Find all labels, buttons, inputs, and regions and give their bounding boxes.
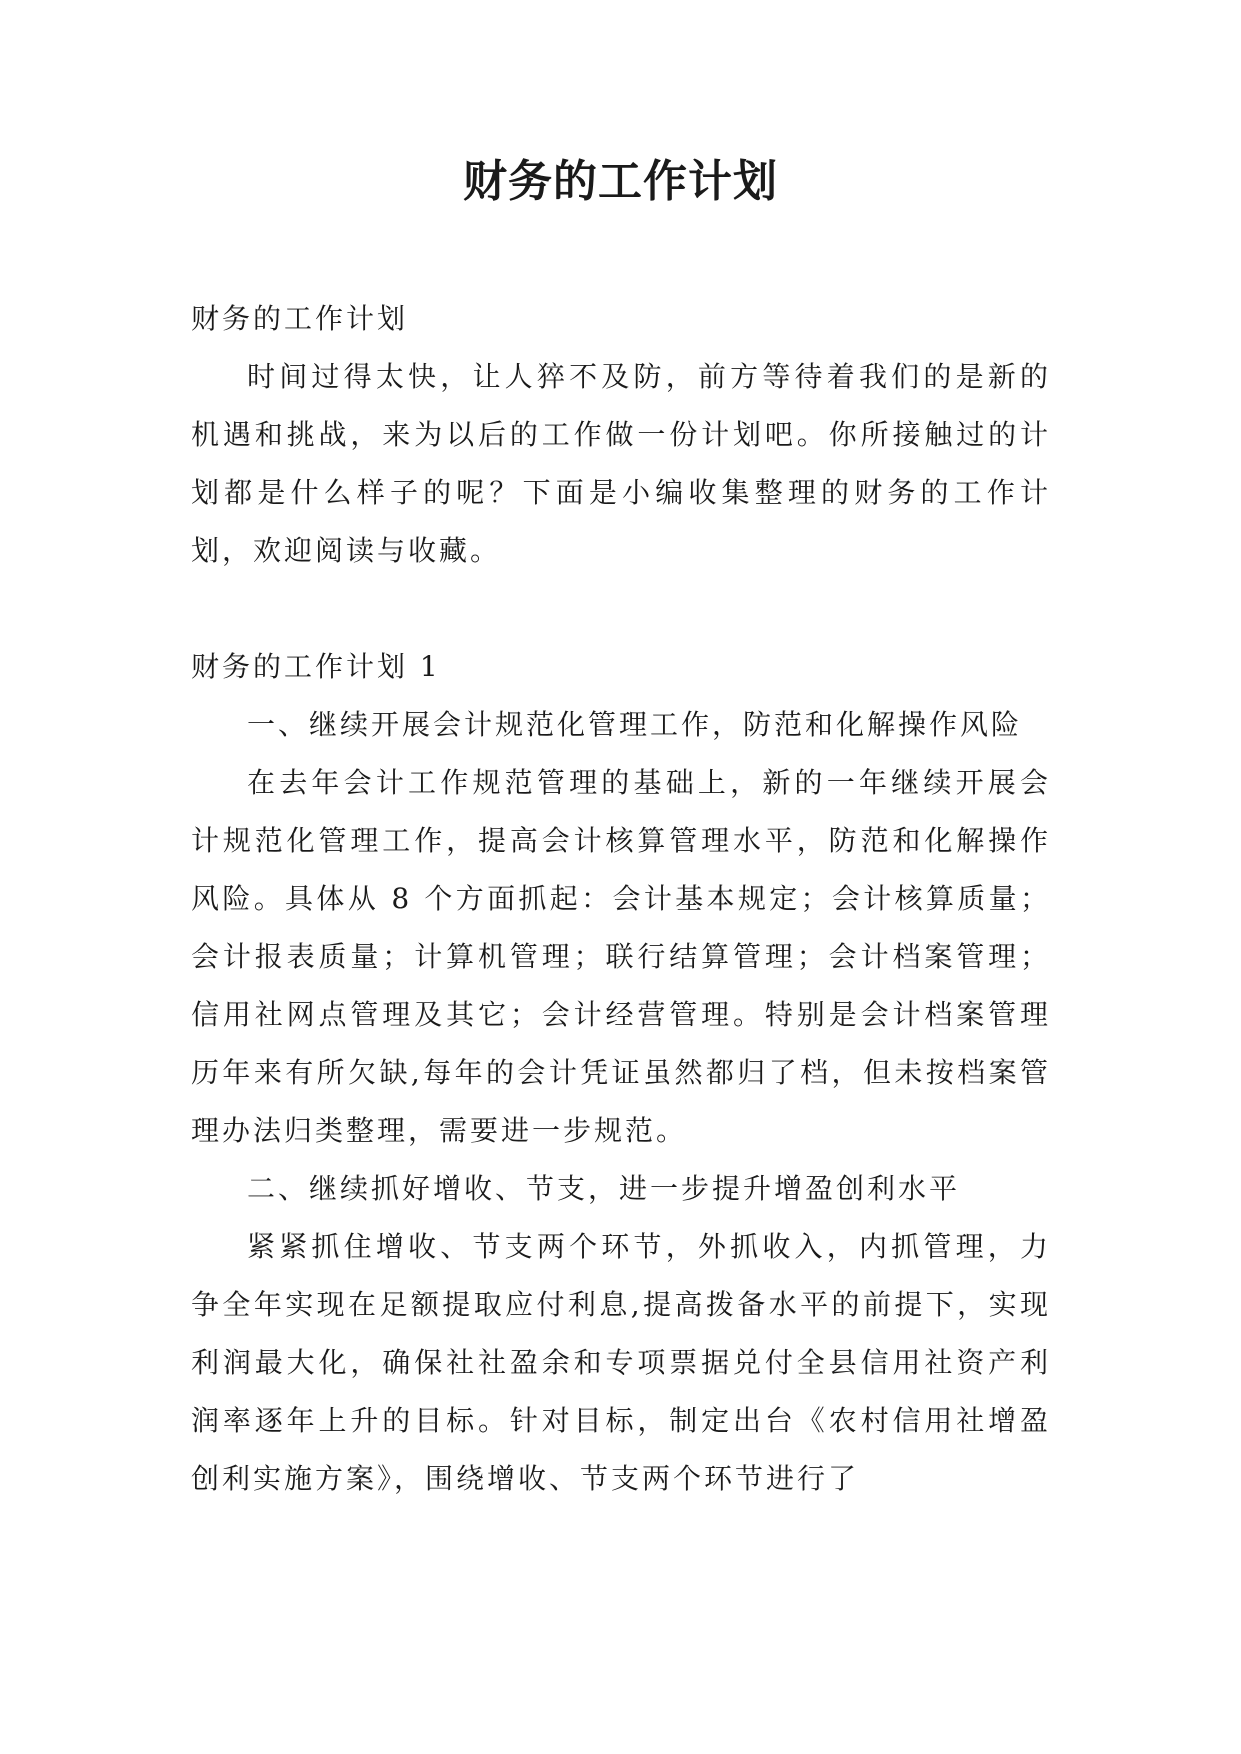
paragraph-spacer	[191, 580, 1051, 638]
document-subtitle: 财务的工作计划	[191, 302, 409, 335]
intro-paragraph: 时间过得太快，让人猝不及防，前方等待着我们的是新的机遇和挑战，来为以后的工作做一份计划吧。你所接触过的计划都是什么样子的呢？下面是小编收集整理的财务的工作计划，欢迎阅读与收藏。	[191, 360, 1051, 567]
document-body	[191, 290, 1051, 1508]
page-title: 财务的工作计划	[463, 156, 778, 207]
body-paragraph-2: 紧紧抓住增收、节支两个环节，外抓收入，内抓管理，力争全年实现在足额提取应付利息,提高拨备水平的前提下，实现利润最大化，确保社社盈余和专项票据兑付全县信用社资产利润率逐年上升的目标。针对目标，制定出台《农村信用社增盈创利实施方案》，围绕增收、节支两个环节进行了	[191, 1230, 1051, 1495]
section-title: 财务的工作计划 1	[191, 650, 441, 683]
section-heading-1: 一、继续开展会计规范化管理工作，防范和化解操作风险	[247, 708, 1023, 741]
body-paragraph-1: 在去年会计工作规范管理的基础上，新的一年继续开展会计规范化管理工作，提高会计核算管理水平，防范和化解操作风险。具体从 8 个方面抓起：会计基本规定；会计核算质量；会计报表质量；计算机管理；联行结算管理；会计档案管理；信用社网点管理及其它；会计经营管理。特别是会计档案管理历年来有所欠缺,每年的会计凭证虽然都归了档，但未按档案管理办法归类整理，需要进一步规范。	[191, 766, 1051, 1147]
section-heading-2: 二、继续抓好增收、节支，进一步提升增盈创利水平	[247, 1172, 961, 1205]
